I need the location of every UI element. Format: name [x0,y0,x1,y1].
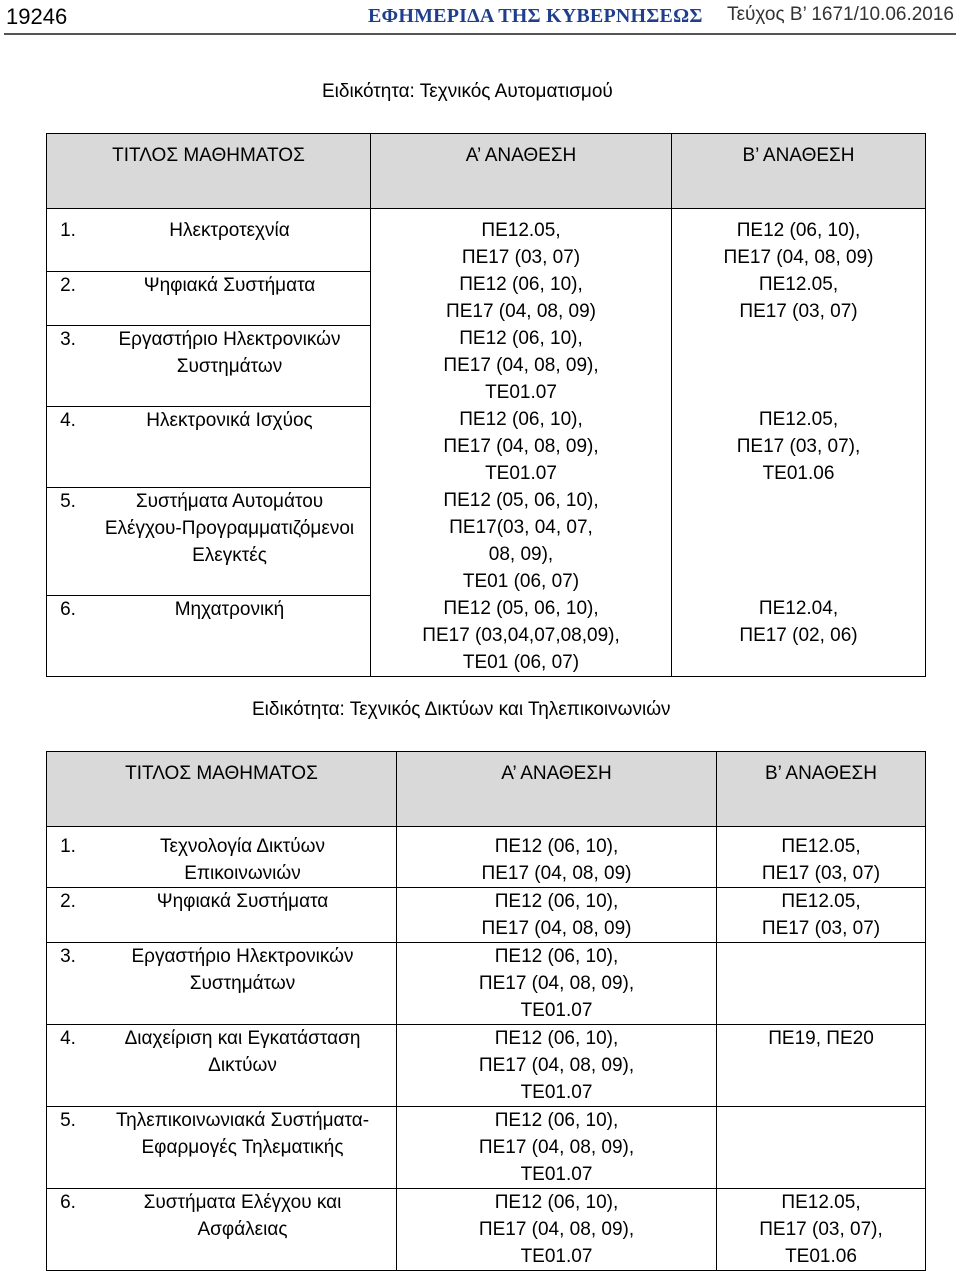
issue-reference: Τεύχος Β’ 1671/10.06.2016 [727,4,954,25]
course-cell [47,406,371,487]
primary-assignment-cell [371,406,672,487]
assignment-line: ΠΕ12.05, [781,891,861,912]
secondary-assignment-cell [672,209,926,272]
table-row [47,325,926,406]
table-row [47,1189,926,1271]
gazette-title: ΕΦΗΜΕΡΙΔΑ ΤΗΣ ΚΥΒΕΡΝΗΣΕΩΣ [368,5,703,27]
column-header: ΤΙΤΛΟΣ ΜΑΘΗΜΑΤΟΣ [47,134,371,209]
course-title: Συστημάτων [176,355,283,377]
primary-assignment-cell [371,595,672,677]
page-header [0,0,960,34]
row-number: 3. [60,946,76,967]
assignment-line: ΤΕ01 (06, 07) [462,652,580,673]
table-row [47,209,926,272]
course-cell [47,271,371,325]
course-table [46,751,926,1271]
primary-assignment-cell [397,827,717,888]
course-title: Τηλεπικοινωνιακά Συστήματα- [115,1110,370,1131]
course-title: Ελεγκτές [192,544,267,566]
assignment-line: 08, 09), [488,544,554,565]
table-header-row [47,134,926,209]
primary-assignment-cell [397,888,717,943]
assignment-line: ΠΕ12 (06, 10), [494,1192,619,1213]
course-table [46,133,926,677]
assignment-line: ΠΕ12 (06, 10), [494,1110,619,1131]
row-number: 3. [60,328,76,350]
course-cell [47,943,397,1025]
page-number: 19246 [6,4,68,29]
row-number: 2. [60,274,76,296]
assignment-line: ΠΕ17 (04, 08, 09) [446,301,596,322]
row-number: 6. [60,1192,76,1213]
secondary-assignment-cell [717,888,926,943]
table-header-row [47,752,926,827]
column-header: Β’ ΑΝΑΘΕΣΗ [717,752,926,827]
course-title: Τεχνολογία Δικτύων [159,836,326,857]
table-row [47,943,926,1025]
assignment-line: ΤΕ01.07 [520,1000,593,1021]
table-row [47,595,926,677]
course-cell [47,1025,397,1107]
assignment-line: ΠΕ17 (03, 07) [761,918,881,939]
assignment-line: ΠΕ12 (06, 10), [459,409,583,430]
primary-assignment-cell [371,209,672,272]
assignment-line: ΠΕ12.05, [758,409,839,430]
assignment-line: ΤΕ01.06 [785,1246,857,1267]
table-row [47,888,926,943]
course-title: Συστήματα Αυτομάτου [135,490,324,512]
assignment-line: ΠΕ19, ΠΕ20 [768,1028,874,1049]
course-cell [47,1107,397,1189]
assignment-line: ΤΕ01.07 [520,1246,593,1267]
assignment-line: ΠΕ12 (06, 10), [459,328,583,349]
assignment-line: ΤΕ01.06 [762,463,835,484]
section-title: Ειδικότητα: Τεχνικός Αυτοματισμού [322,81,613,102]
assignment-line: ΠΕ17 (04, 08, 09), [478,1055,635,1076]
secondary-assignment-cell [717,1189,926,1271]
assignment-line: ΠΕ17(03, 04, 07, [449,517,593,538]
course-title: Ψηφιακά Συστήματα [143,274,316,296]
assignment-line: ΤΕ01.07 [485,382,557,403]
assignment-line: ΠΕ17 (04, 08, 09) [481,863,632,884]
course-title: Ελέγχου-Προγραμματιζόμενοι [104,517,355,539]
course-title: Μηχατρονική [174,598,285,620]
assignment-line: ΤΕ01.07 [520,1164,593,1185]
table-row [47,487,926,595]
assignment-line: ΠΕ12 (05, 06, 10), [443,490,599,511]
secondary-assignment-cell [672,487,926,595]
header-divider [4,33,956,35]
row-number: 1. [60,220,76,241]
course-cell [47,827,397,888]
row-number: 6. [60,598,76,620]
row-number: 2. [60,891,76,912]
course-title: Συστήματα Ελέγχου και [143,1192,342,1213]
row-number: 4. [60,409,76,431]
course-title: Ηλεκτρονικά Ισχύος [146,409,313,431]
assignment-line: ΠΕ17 (04, 08, 09), [443,355,599,376]
assignment-line: ΠΕ12.05, [781,836,861,857]
course-title: Εφαρμογές Τηλεματικής [141,1137,344,1158]
primary-assignment-cell [397,1025,717,1107]
course-title: Ασφάλειας [197,1219,288,1240]
assignment-line: ΠΕ17 (03,04,07,08,09), [422,625,620,646]
assignment-line: ΠΕ17 (04, 08, 09), [478,973,635,994]
primary-assignment-cell [397,1189,717,1271]
assignment-line: ΠΕ17 (04, 08, 09), [478,1137,635,1158]
assignment-line: ΤΕ01.07 [485,463,557,484]
row-number: 5. [60,1110,76,1131]
primary-assignment-cell [371,325,672,406]
assignment-line: ΠΕ12.04, [758,598,839,619]
assignment-line: ΠΕ12 (06, 10), [494,836,619,857]
row-number: 4. [60,1028,76,1049]
table-row [47,1107,926,1189]
table-row [47,1025,926,1107]
assignment-line: ΠΕ17 (04, 08, 09), [478,1219,635,1240]
secondary-assignment-cell [717,1025,926,1107]
course-title: Συστημάτων [189,973,296,994]
row-number: 5. [60,490,76,512]
assignment-line: ΠΕ17 (03, 07) [761,863,881,884]
primary-assignment-cell [371,271,672,325]
primary-assignment-cell [397,1107,717,1189]
course-cell [47,209,371,272]
assignment-line: ΠΕ17 (04, 08, 09) [481,918,632,939]
course-title: Ψηφιακά Συστήματα [156,891,329,912]
course-cell [47,487,371,595]
secondary-assignment-cell [672,325,926,406]
secondary-assignment-cell [717,1107,926,1189]
assignment-line: ΤΕ01 (06, 07) [462,571,580,592]
column-header: Β’ ΑΝΑΘΕΣΗ [672,134,926,209]
assignment-line: ΠΕ17 (02, 06) [739,625,858,646]
row-number: 1. [60,836,76,857]
assignment-line: ΠΕ12.05, [481,220,561,241]
assignment-line: ΤΕ01.07 [520,1082,593,1103]
secondary-assignment-cell [672,595,926,677]
secondary-assignment-cell [717,827,926,888]
assignment-line: ΠΕ17 (03, 07), [736,436,861,457]
table-row [47,406,926,487]
table-row [47,827,926,888]
assignment-line: ΠΕ17 (03, 07), [759,1219,883,1240]
column-header: Α’ ΑΝΑΘΕΣΗ [397,752,717,827]
primary-assignment-cell [371,487,672,595]
column-header: Α’ ΑΝΑΘΕΣΗ [371,134,672,209]
course-title: Εργαστήριο Ηλεκτρονικών [118,328,341,350]
assignment-line: ΠΕ17 (04, 08, 09), [443,436,599,457]
assignment-line: ΠΕ12.05, [758,274,839,295]
course-cell [47,1189,397,1271]
section-title: Ειδικότητα: Τεχνικός Δικτύων και Τηλεπικοινωνιών [252,699,671,720]
course-title: Εργαστήριο Ηλεκτρονικών [131,946,354,967]
column-header: ΤΙΤΛΟΣ ΜΑΘΗΜΑΤΟΣ [47,752,397,827]
assignment-line: ΠΕ17 (04, 08, 09) [723,247,874,268]
assignment-line: ΠΕ17 (03, 07) [461,247,581,268]
secondary-assignment-cell [672,406,926,487]
assignment-line: ΠΕ12 (05, 06, 10), [443,598,599,619]
course-title: Δικτύων [208,1055,277,1076]
course-cell [47,888,397,943]
assignment-line: ΠΕ12.05, [781,1192,861,1213]
secondary-assignment-cell [717,943,926,1025]
secondary-assignment-cell [672,271,926,325]
assignment-line: ΠΕ12 (06, 10), [494,946,619,967]
assignment-line: ΠΕ12 (06, 10), [494,1028,619,1049]
course-title: Ηλεκτροτεχνία [169,220,290,241]
assignment-line: ΠΕ12 (06, 10), [494,891,619,912]
primary-assignment-cell [397,943,717,1025]
course-cell [47,595,371,677]
course-title: Διαχείριση και Εγκατάσταση [124,1028,361,1049]
assignment-line: ΠΕ12 (06, 10), [459,274,583,295]
assignment-line: ΠΕ17 (03, 07) [739,301,858,322]
table-row [47,271,926,325]
assignment-line: ΠΕ12 (06, 10), [736,220,861,241]
course-cell [47,325,371,406]
course-title: Επικοινωνιών [184,863,301,884]
